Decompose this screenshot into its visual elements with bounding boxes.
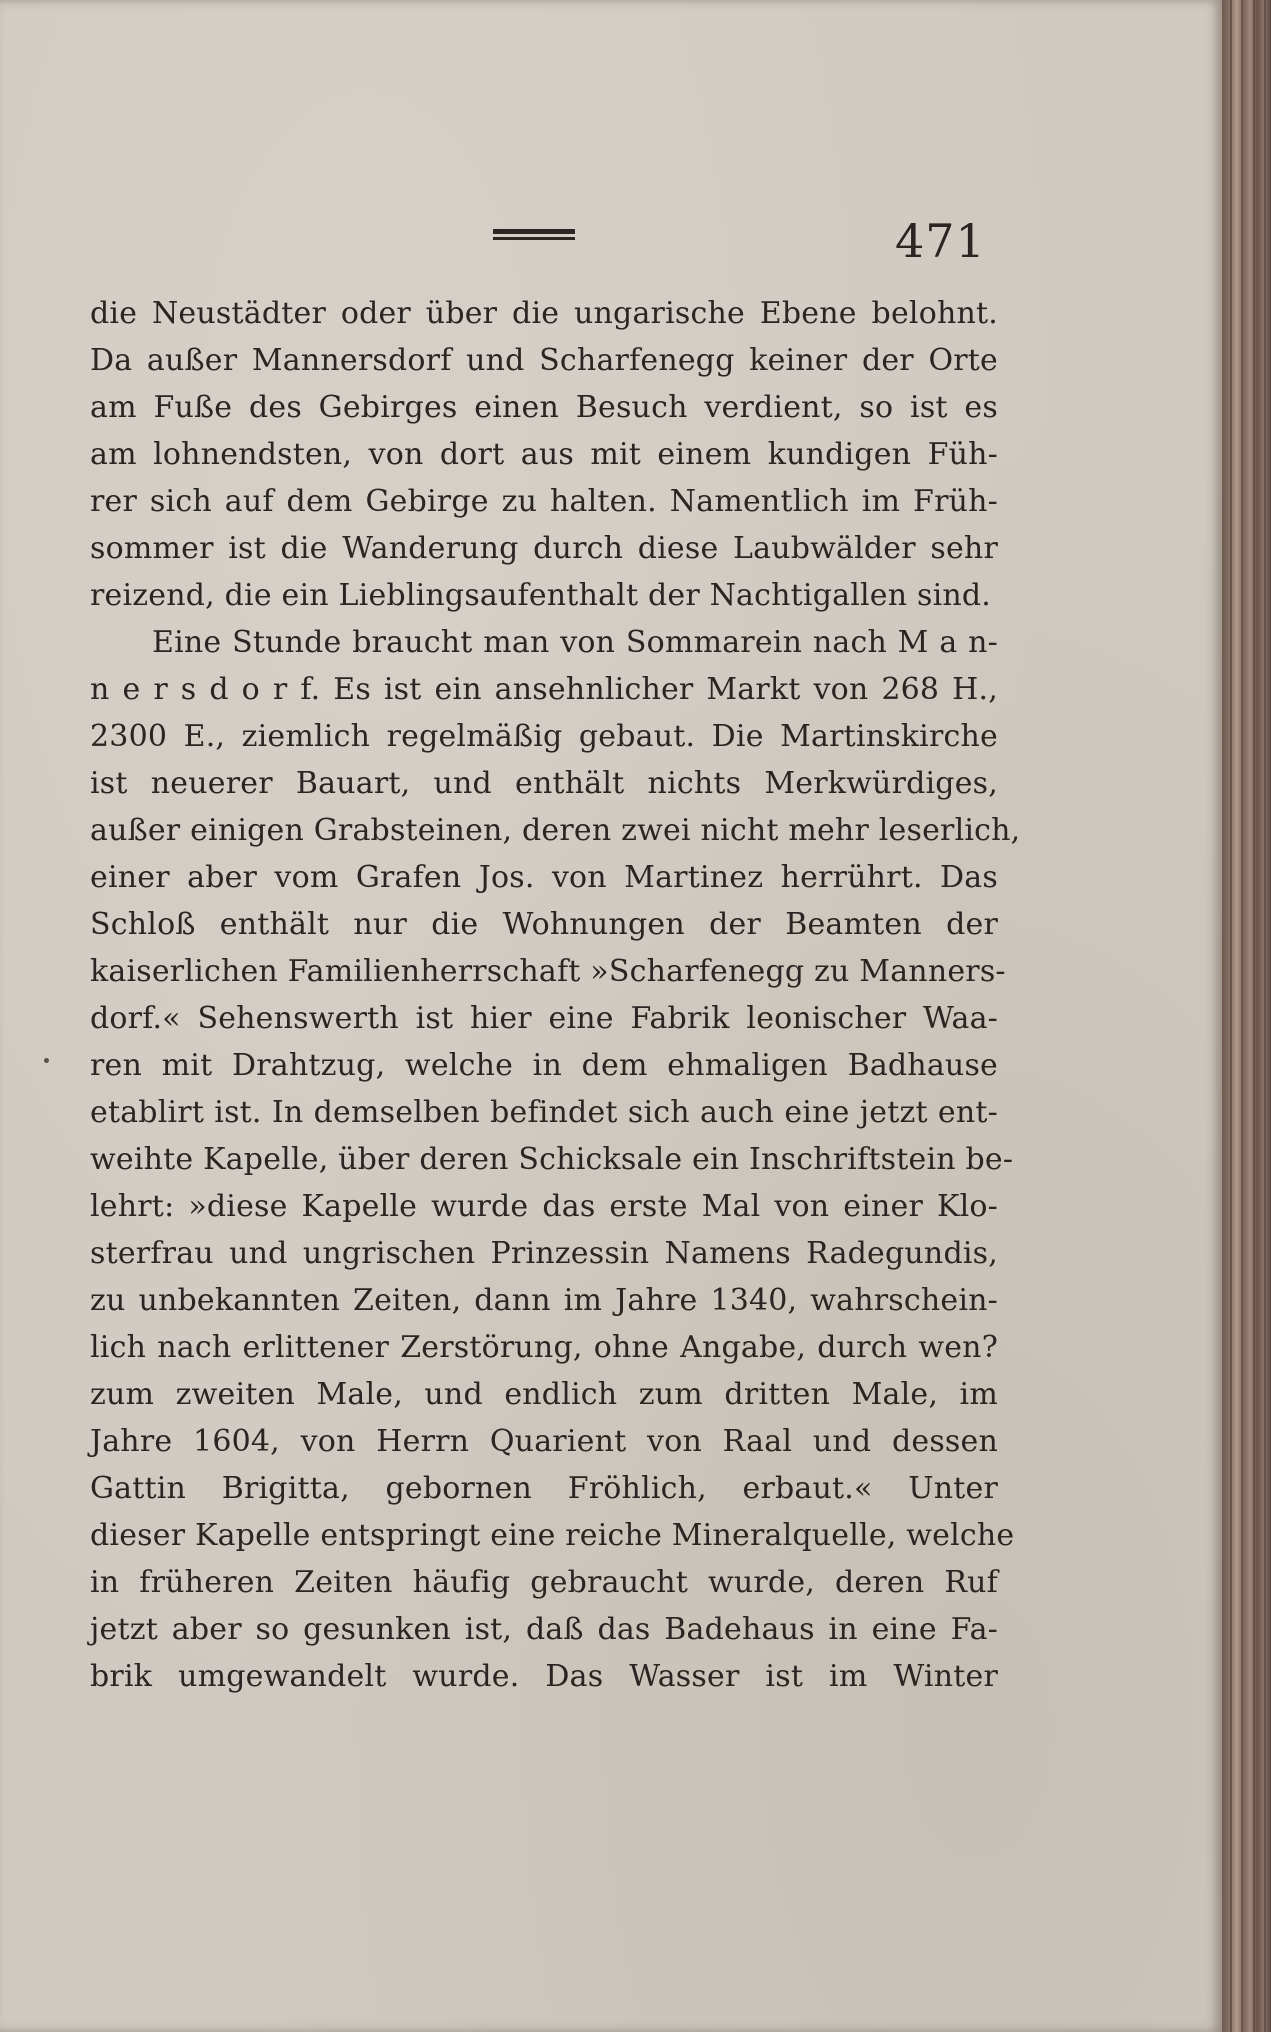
text-line: am lohnendsten, von dort aus mit einem kundigen Füh-: [90, 437, 998, 472]
text-line: Jahre 1604, von Herrn Quarient von Raal und dessen: [90, 1424, 998, 1459]
text-line: Da außer Mannersdorf und Scharfenegg keiner der Orte: [90, 343, 998, 378]
text-line: zum zweiten Male, und endlich zum dritten Male, im: [90, 1377, 998, 1412]
text-line: in früheren Zeiten häufig gebraucht wurde, deren Ruf: [90, 1565, 998, 1600]
text-line: lehrt: »diese Kapelle wurde das erste Mal von einer Klo-: [90, 1189, 998, 1224]
edge-line: [1264, 0, 1266, 2032]
text-line: einer aber vom Grafen Jos. von Martinez herrührt. Das: [90, 860, 998, 895]
text-line: etablirt ist. In demselben befindet sich auch eine jetzt ent-: [90, 1095, 998, 1130]
text-line: ist neuerer Bauart, und enthält nichts Merkwürdiges,: [90, 766, 998, 801]
text-line: die Neustädter oder über die ungarische Ebene belohnt.: [90, 296, 998, 331]
text-line: dieser Kapelle entspringt eine reiche Mineralquelle, welche: [90, 1518, 1015, 1553]
header-rule: [493, 229, 575, 240]
text-line: n e r s d o r f. Es ist ein ansehnlicher Markt von 268 H.,: [90, 672, 998, 707]
text-line: jetzt aber so gesunken ist, daß das Badehaus in eine Fa-: [90, 1612, 998, 1647]
page-header: [0, 206, 1222, 266]
text-line: lich nach erlittener Zerstörung, ohne Angabe, durch wen?: [90, 1330, 998, 1365]
text-line: ren mit Drahtzug, welche in dem ehmaligen Badhause: [90, 1048, 998, 1083]
margin-dot: [44, 1058, 49, 1063]
edge-line: [1253, 0, 1255, 2032]
text-line: sommer ist die Wanderung durch diese Laubwälder sehr: [90, 531, 998, 566]
text-line: Eine Stunde braucht man von Sommarein nach M a n-: [152, 625, 998, 660]
text-line: weihte Kapelle, über deren Schicksale ein Inschriftstein be-: [90, 1142, 1014, 1177]
text-line: reizend, die ein Lieblingsaufenthalt der Nachtigallen sind.: [90, 578, 992, 613]
text-line: Gattin Brigitta, gebornen Fröhlich, erbaut.« Unter: [90, 1471, 998, 1506]
text-line: außer einigen Grabsteinen, deren zwei nicht mehr leserlich,: [90, 813, 1021, 848]
text-line: dorf.« Sehenswerth ist hier eine Fabrik leonischer Waa-: [90, 1001, 998, 1036]
text-line: sterfrau und ungrischen Prinzessin Namens Radegundis,: [90, 1236, 998, 1271]
body-text: [90, 290, 1021, 1700]
text-line: rer sich auf dem Gebirge zu halten. Namentlich im Früh-: [90, 484, 998, 519]
page-number: 471: [895, 214, 986, 268]
book-edge: [1222, 0, 1271, 2032]
text-line: am Fuße des Gebirges einen Besuch verdient, so ist es: [90, 390, 998, 425]
text-line: 2300 E., ziemlich regelmäßig gebaut. Die Martinskirche: [90, 719, 998, 754]
text-line: Schloß enthält nur die Wohnungen der Beamten der: [90, 907, 998, 942]
text-line: zu unbekannten Zeiten, dann im Jahre 1340, wahrschein-: [90, 1283, 998, 1318]
edge-line: [1241, 0, 1243, 2032]
edge-line: [1230, 0, 1232, 2032]
text-line: brik umgewandelt wurde. Das Wasser ist im Winter: [90, 1659, 998, 1694]
text-line: kaiserlichen Familienherrschaft »Scharfenegg zu Manners-: [90, 954, 1006, 989]
